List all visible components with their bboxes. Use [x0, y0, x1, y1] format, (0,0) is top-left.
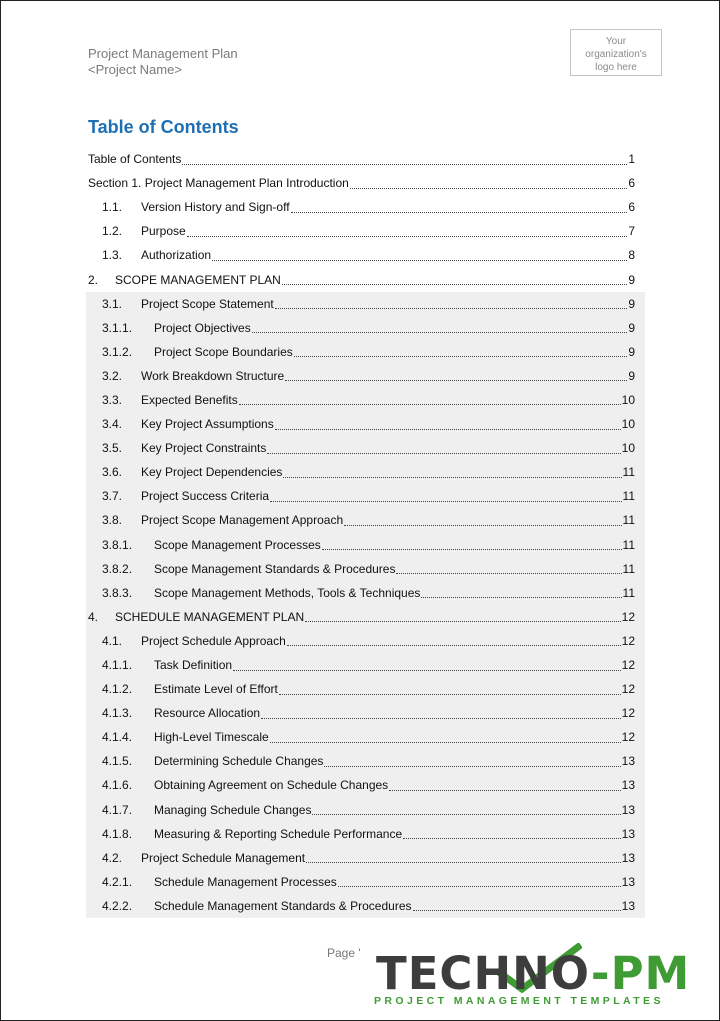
toc-entry-number: 4.1.8.	[102, 826, 133, 841]
toc-entry-page: 13	[621, 874, 635, 889]
toc-entry[interactable]	[88, 243, 635, 267]
toc-entry[interactable]	[88, 316, 635, 340]
toc-entry-number: 3.5.	[102, 441, 123, 456]
toc-dot-leader	[344, 513, 621, 526]
toc-entry[interactable]	[88, 701, 635, 725]
toc-entry-label: High-Level Timescale	[154, 730, 269, 745]
toc-entry[interactable]	[88, 364, 635, 388]
toc-entry[interactable]	[88, 195, 635, 219]
toc-entry-page: 9	[628, 272, 635, 287]
toc-dot-leader	[305, 609, 620, 622]
toc-entry-label: Section 1. Project Management Plan Introduction	[88, 176, 349, 191]
toc-entry-page: 9	[628, 320, 635, 335]
toc-entry[interactable]	[88, 725, 635, 749]
toc-dot-leader	[403, 826, 621, 839]
toc-dot-leader	[287, 633, 621, 646]
toc-entry[interactable]	[88, 508, 635, 532]
toc-entry-page: 7	[628, 224, 635, 239]
toc-entry-number: 4.2.1.	[102, 874, 133, 889]
toc-entry-number: 3.4.	[102, 417, 123, 432]
toc-entry-page: 10	[621, 417, 635, 432]
toc-entry-number: 1.3.	[102, 248, 123, 263]
toc-dot-leader	[275, 296, 628, 309]
toc-entry[interactable]	[88, 822, 635, 846]
toc-dot-leader	[421, 585, 621, 598]
toc-entry-number: 3.7.	[102, 489, 123, 504]
toc-entry-page: 11	[622, 465, 635, 480]
toc-dot-leader	[187, 224, 628, 237]
toc-entry[interactable]	[88, 292, 635, 316]
toc-entry-label: SCOPE MANAGEMENT PLAN	[115, 272, 281, 287]
toc-entry-label: Project Scope Boundaries	[154, 344, 293, 359]
toc-entry[interactable]	[88, 870, 635, 894]
toc-dot-leader	[306, 850, 621, 863]
toc-entry-label: Project Objectives	[154, 320, 251, 335]
toc-dot-leader	[338, 874, 621, 887]
header-project-name: <Project Name>	[88, 62, 182, 77]
logo-placeholder-line: logo here	[595, 62, 637, 73]
toc-entry-label: Project Success Criteria	[141, 489, 270, 504]
toc-entry-label: Project Scope Statement	[141, 296, 274, 311]
toc-entry-page: 13	[621, 778, 635, 793]
toc-entry-label: Determining Schedule Changes	[154, 754, 324, 769]
toc-entry-number: 4.1.7.	[102, 802, 133, 817]
toc-entry-page: 6	[628, 200, 635, 215]
table-of-contents	[88, 147, 635, 918]
toc-entry-label: Scope Management Processes	[154, 537, 321, 552]
toc-entry-number: 3.1.1.	[102, 320, 133, 335]
brand-dash: -	[590, 947, 611, 1000]
toc-entry-label: Measuring & Reporting Schedule Performance	[154, 826, 403, 841]
toc-entry-number: 1.1.	[102, 200, 123, 215]
toc-entry-number: 3.8.3.	[102, 585, 133, 600]
toc-entry-page: 13	[621, 802, 635, 817]
toc-entry-number: 4.1.4.	[102, 730, 133, 745]
toc-dot-leader	[282, 272, 627, 285]
brand-part-pm: PM	[610, 947, 691, 1000]
toc-entry[interactable]	[88, 533, 635, 557]
toc-dot-leader	[324, 754, 620, 767]
brand-wordmark	[376, 947, 690, 1000]
toc-entry-number: 3.3.	[102, 392, 123, 407]
toc-dot-leader	[212, 248, 627, 261]
toc-entry-number: 4.2.2.	[102, 898, 133, 913]
toc-entry-label: Scope Management Methods, Tools & Techniques	[154, 585, 421, 600]
footer-page-number: Page '	[327, 946, 361, 960]
brand-logo	[372, 943, 702, 1013]
toc-entry-label: Work Breakdown Structure	[141, 368, 285, 383]
toc-entry-page: 12	[621, 609, 635, 624]
toc-entry[interactable]	[88, 267, 635, 291]
toc-entry-page: 12	[621, 658, 635, 673]
toc-entry-page: 11	[622, 585, 635, 600]
toc-entry-number: 4.1.2.	[102, 682, 133, 697]
toc-entry[interactable]	[88, 412, 635, 436]
toc-entry[interactable]	[88, 653, 635, 677]
brand-part-no: NO	[512, 947, 591, 1000]
toc-dot-leader	[322, 537, 622, 550]
toc-entry[interactable]	[88, 749, 635, 773]
brand-tagline: PROJECT MANAGEMENT TEMPLATES	[374, 995, 664, 1007]
toc-dot-leader	[270, 730, 621, 743]
toc-entry-number: 3.8.	[102, 513, 123, 528]
toc-entry-number: 3.6.	[102, 465, 123, 480]
toc-entry-page: 8	[628, 248, 635, 263]
toc-entry-label: Key Project Assumptions	[141, 417, 274, 432]
toc-entry-label: Project Schedule Approach	[141, 633, 286, 648]
toc-entry-label: Estimate Level of Effort	[154, 682, 278, 697]
toc-dot-leader	[279, 682, 621, 695]
toc-entry[interactable]	[88, 147, 635, 171]
toc-entry[interactable]	[88, 798, 635, 822]
toc-dot-leader	[233, 658, 621, 671]
toc-entry[interactable]	[88, 436, 635, 460]
toc-entry-label: Project Scope Management Approach	[141, 513, 344, 528]
toc-entry-number: 4.1.3.	[102, 706, 133, 721]
toc-entry-number: 2.	[88, 272, 99, 287]
toc-dot-leader	[283, 465, 621, 478]
toc-entry-page: 1	[628, 152, 635, 167]
toc-entry-label: Purpose	[141, 224, 186, 239]
header-title: Project Management Plan	[88, 46, 238, 61]
toc-entry[interactable]	[88, 773, 635, 797]
toc-entry-page: 12	[621, 682, 635, 697]
toc-dot-leader	[239, 392, 621, 405]
toc-entry-label: Key Project Dependencies	[141, 465, 283, 480]
toc-entry-label: Project Schedule Management	[141, 850, 306, 865]
toc-entry-page: 9	[628, 344, 635, 359]
document-header	[88, 46, 238, 78]
brand-part-tech: TECH	[376, 947, 513, 1000]
logo-placeholder-line: Your	[605, 36, 627, 47]
toc-dot-leader	[396, 561, 621, 574]
toc-entry-number: 3.2.	[102, 368, 123, 383]
toc-dot-leader	[267, 441, 620, 454]
toc-entry-label: Version History and Sign-off	[141, 200, 290, 215]
toc-dot-leader	[270, 489, 621, 502]
toc-title: Table of Contents	[88, 117, 239, 137]
toc-entry-page: 9	[628, 368, 635, 383]
toc-entry-label: Table of Contents	[88, 152, 182, 167]
toc-entry-number: 3.8.2.	[102, 561, 133, 576]
logo-placeholder-line: organization's	[585, 49, 647, 60]
toc-entry-page: 10	[621, 441, 635, 456]
toc-entry-page: 13	[621, 754, 635, 769]
toc-entry-number: 4.1.5.	[102, 754, 133, 769]
toc-entry-page: 11	[622, 489, 635, 504]
toc-dot-leader	[389, 778, 620, 791]
toc-entry-label: Schedule Management Processes	[154, 874, 337, 889]
toc-dot-leader	[312, 802, 620, 815]
toc-entry-number: 4.1.1.	[102, 658, 133, 673]
toc-entry-number: 1.2.	[102, 224, 123, 239]
toc-entry-label: SCHEDULE MANAGEMENT PLAN	[115, 609, 305, 624]
toc-entry-number: 3.1.	[102, 296, 123, 311]
toc-entry-page: 13	[621, 850, 635, 865]
toc-entry-page: 12	[621, 706, 635, 721]
toc-entry[interactable]	[88, 340, 635, 364]
toc-entry-page: 13	[621, 826, 635, 841]
toc-entry[interactable]	[88, 557, 635, 581]
toc-entry[interactable]	[88, 171, 635, 195]
toc-entry-label: Resource Allocation	[154, 706, 261, 721]
toc-entry-label: Authorization	[141, 248, 212, 263]
toc-entry[interactable]	[88, 894, 635, 918]
toc-entry[interactable]	[88, 460, 635, 484]
toc-entry-label: Obtaining Agreement on Schedule Changes	[154, 778, 389, 793]
toc-entry-label: Key Project Constraints	[141, 441, 267, 456]
toc-dot-leader	[252, 320, 628, 333]
toc-entry-number: 4.2.	[102, 850, 123, 865]
toc-entry-page: 6	[628, 176, 635, 191]
toc-entry-page: 11	[622, 513, 635, 528]
toc-entry[interactable]	[88, 581, 635, 605]
toc-entry[interactable]	[88, 677, 635, 701]
toc-entry-number: 3.8.1.	[102, 537, 133, 552]
toc-entry-page: 10	[621, 392, 635, 407]
toc-dot-leader	[294, 344, 628, 357]
toc-dot-leader	[261, 706, 621, 719]
toc-entry-label: Scope Management Standards & Procedures	[154, 561, 396, 576]
toc-dot-leader	[291, 200, 628, 213]
toc-entry-label: Schedule Management Standards & Procedures	[154, 898, 412, 913]
toc-entry-page: 11	[622, 537, 635, 552]
toc-entry-page: 11	[622, 561, 635, 576]
toc-entry[interactable]	[88, 388, 635, 412]
toc-entry-label: Task Definition	[154, 658, 233, 673]
toc-entry-label: Managing Schedule Changes	[154, 802, 312, 817]
toc-entry-page: 12	[621, 633, 635, 648]
toc-entry-number: 4.1.	[102, 633, 123, 648]
toc-entry[interactable]	[88, 219, 635, 243]
toc-entry[interactable]	[88, 605, 635, 629]
toc-entry-number: 4.1.6.	[102, 778, 133, 793]
toc-dot-leader	[413, 898, 621, 911]
toc-entry[interactable]	[88, 629, 635, 653]
toc-dot-leader	[182, 152, 627, 165]
toc-entry-label: Expected Benefits	[141, 392, 238, 407]
toc-entry-page: 12	[621, 730, 635, 745]
toc-entry-number: 3.1.2.	[102, 344, 133, 359]
toc-entry[interactable]	[88, 846, 635, 870]
toc-entry-page: 13	[621, 898, 635, 913]
logo-placeholder	[570, 29, 662, 76]
toc-entry-page: 9	[628, 296, 635, 311]
toc-dot-leader	[275, 417, 621, 430]
toc-entry-number: 4.	[88, 609, 99, 624]
toc-dot-leader	[285, 368, 627, 381]
toc-entry[interactable]	[88, 484, 635, 508]
toc-dot-leader	[350, 176, 627, 189]
